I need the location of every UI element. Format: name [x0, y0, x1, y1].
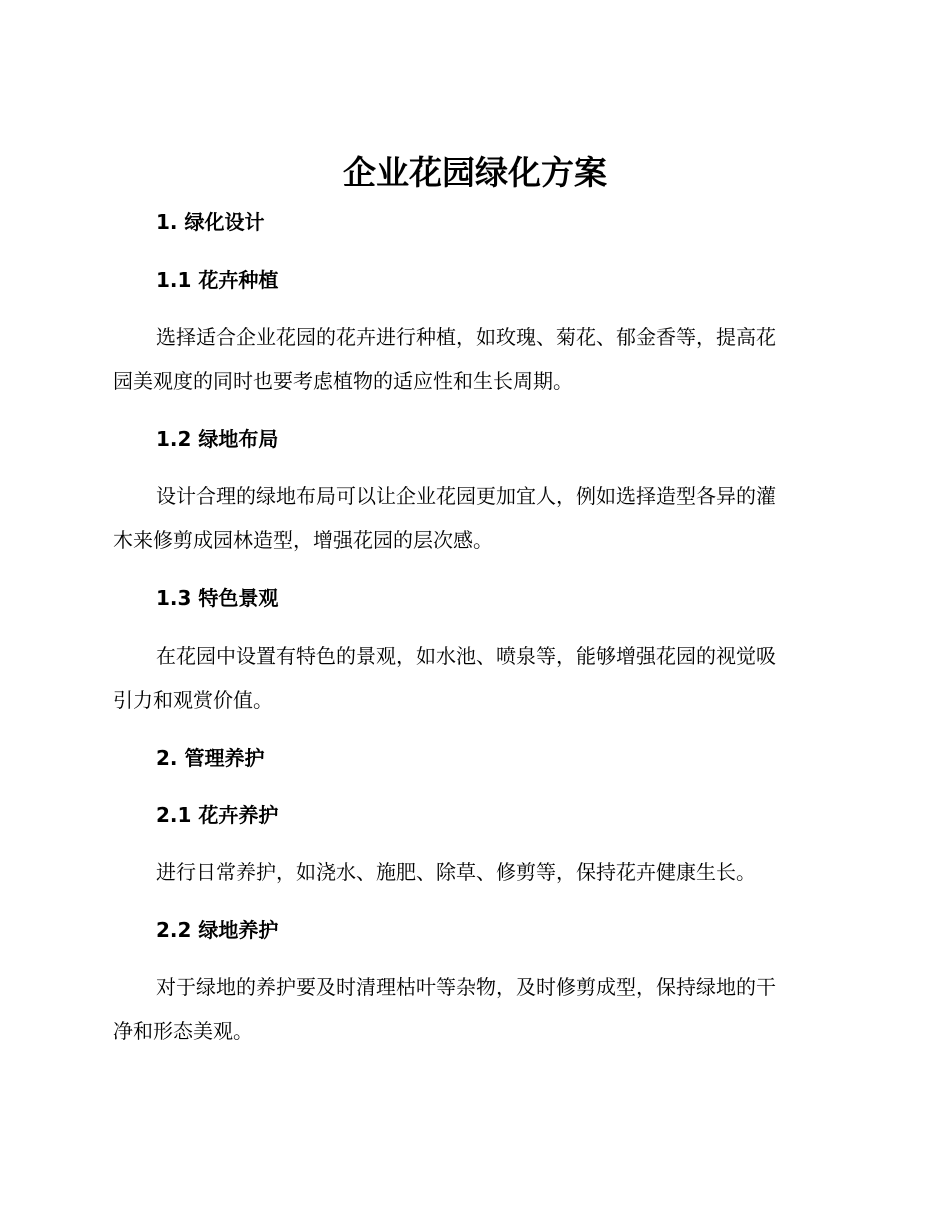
section-heading-1: 1. 绿化设计	[156, 210, 265, 234]
paragraph-line: 木来修剪成园林造型，增强花园的层次感。	[113, 528, 493, 552]
paragraph-2-2	[113, 965, 838, 1053]
paragraph-line: 设计合理的绿地布局可以让企业花园更加宜人，例如选择造型各异的灌	[156, 484, 776, 508]
paragraph-line: 进行日常养护，如浇水、施肥、除草、修剪等，保持花卉健康生长。	[156, 860, 756, 884]
paragraph-line: 在花园中设置有特色的景观，如水池、喷泉等，能够增强花园的视觉吸	[156, 644, 776, 668]
paragraph-line: 对于绿地的养护要及时清理枯叶等杂物，及时修剪成型，保持绿地的干	[156, 975, 776, 999]
subsection-heading-1-1: 1.1 花卉种植	[156, 268, 279, 292]
paragraph-line: 引力和观赏价值。	[113, 688, 273, 712]
paragraph-line: 选择适合企业花园的花卉进行种植，如玫瑰、菊花、郁金香等，提高花	[156, 325, 776, 349]
paragraph-line: 净和形态美观。	[113, 1019, 253, 1043]
subsection-heading-2-1: 2.1 花卉养护	[156, 803, 279, 827]
paragraph-1-1	[113, 315, 838, 403]
paragraph-1-3	[113, 634, 838, 722]
subsection-heading-1-2: 1.2 绿地布局	[156, 427, 279, 451]
subsection-heading-2-2: 2.2 绿地养护	[156, 918, 279, 942]
section-heading-2: 2. 管理养护	[156, 746, 265, 770]
document-title: 企业花园绿化方案	[343, 153, 607, 192]
subsection-heading-1-3: 1.3 特色景观	[156, 586, 279, 610]
paragraph-1-2	[113, 474, 838, 562]
paragraph-line: 园美观度的同时也要考虑植物的适应性和生长周期。	[113, 369, 573, 393]
paragraph-2-1	[113, 850, 838, 894]
